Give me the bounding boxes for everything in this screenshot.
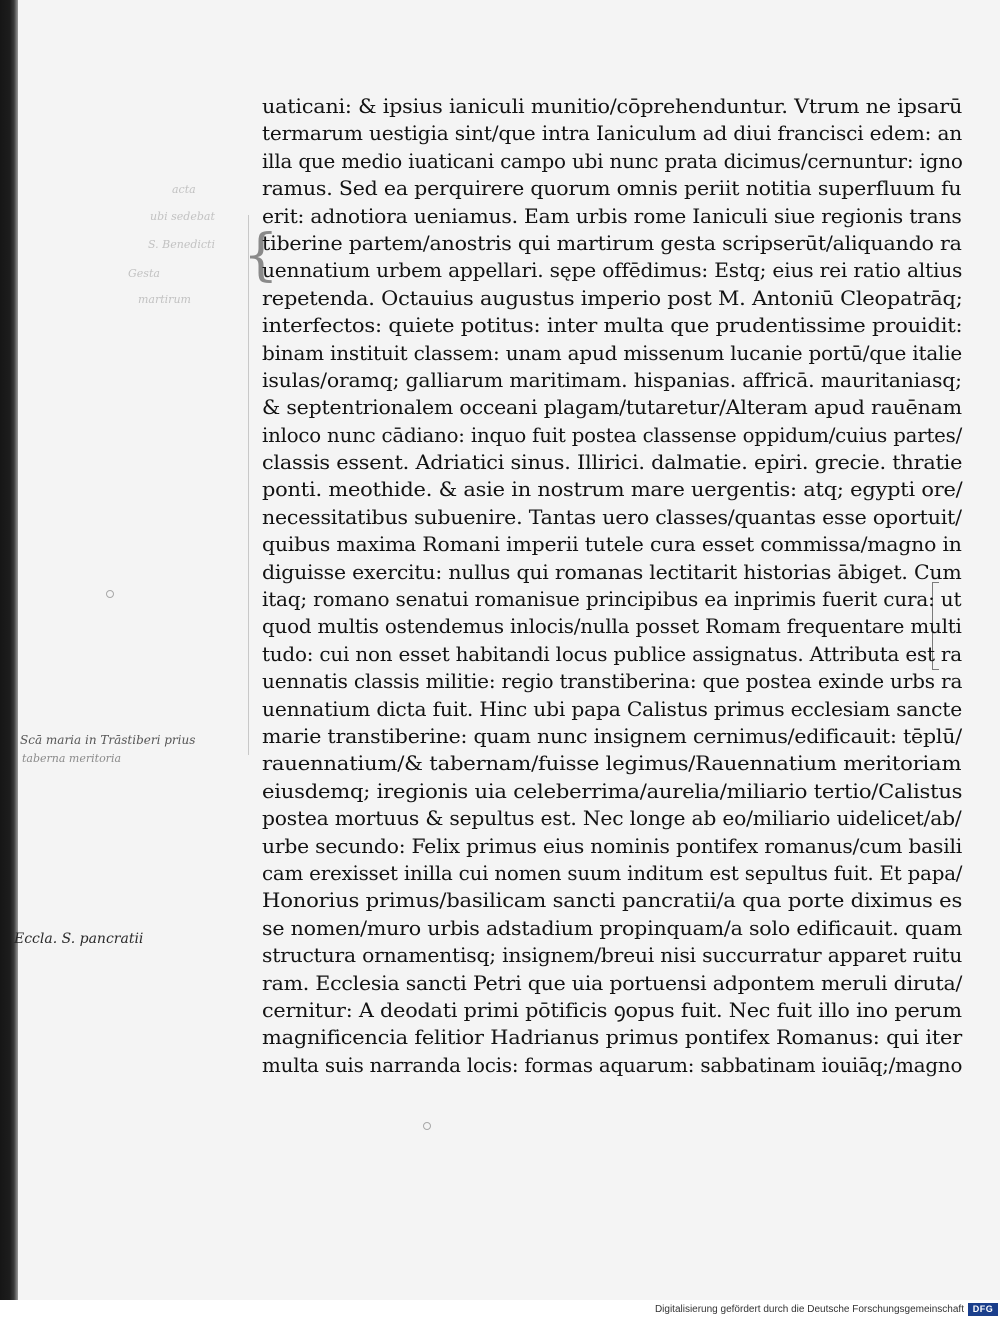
text-line: diguisse exercitu: nullus qui romanas lectitarit historias ābiget. Cum <box>262 559 962 584</box>
text-line: tudo: cui non esset habitandi locus publice assignatus. Attributa est ra <box>262 641 962 666</box>
text-line: classis essent. Adriatici sinus. Illirici. dalmatie. epiri. grecie. thratie <box>262 450 963 475</box>
text-line: interfectos: quiete potitus: inter multa que prudentissime prouidit: <box>262 313 963 338</box>
text-line: isulas/oramq; galliarum maritimam. hispanias. affricā. mauritaniasq; <box>262 367 962 392</box>
marginal-note-faint-4: Gesta <box>128 267 160 280</box>
text-line: uennatium urbem appellari. sępe offēdimus: Estq; eius rei ratio altius <box>262 258 963 283</box>
text-line: multa suis narranda locis: formas aquarum: sabbatinam iouiāq;/magno <box>262 1052 963 1077</box>
text-line: necessitatibus subuenire. Tantas uero classes/quantas esse oportuit/ <box>262 504 962 529</box>
text-line: quibus maxima Romani imperii tutele cura esset commissa/magno in <box>262 532 962 557</box>
text-line: itaq; romano senatui romanisue principibus ea inprimis fuerit cura: ut <box>262 587 962 612</box>
marginal-note-san-pancrazio: Eccla. S. pancratii <box>14 931 144 947</box>
text-line: illa que medio iuaticani campo ubi nunc prata dicimus/cernuntur: igno <box>262 148 963 173</box>
text-line: cernitur: A deodati primi pōtificis ꝯopus fuit. Nec fuit illo ino perum <box>262 997 962 1022</box>
gutter-fold-line <box>248 215 249 755</box>
text-line: tiberine partem/anostris qui martirum gesta scripserūt/aliquando ra <box>262 230 962 255</box>
text-line: uennatium dicta fuit. Hinc ubi papa Calistus primus ecclesiam sancte <box>262 696 962 721</box>
paper-speck <box>423 1122 431 1130</box>
text-line: uennatis classis militie: regio transtiberina: que postea exinde urbs ra <box>262 669 963 694</box>
paper-speck <box>106 590 114 598</box>
text-line: binam instituit classem: unam apud missenum lucanie portū/que italie <box>262 340 963 365</box>
incunable-text-block <box>262 93 962 1079</box>
text-line: repetenda. Octauius augustus imperio post M. Antoniū Cleopatrāq; <box>262 285 963 310</box>
marginal-note-taberna: taberna meritoria <box>22 752 122 765</box>
text-line: inloco nunc cādiano: inquo fuit postea classense oppidum/cuius partes/ <box>262 422 963 447</box>
text-line: rauennatium/& tabernam/fuisse legimus/Rauennatium meritoriam <box>262 751 962 776</box>
text-line: urbe secundo: Felix primus eius nominis pontifex romanus/cum basili <box>262 833 963 858</box>
text-line: termarum uestigia sint/que intra Ianiculum ad diui francisci edem: an <box>262 121 963 146</box>
marginal-note-santa-maria: Scā maria in Trāstiberi prius <box>20 733 196 747</box>
text-line: marie transtiberine: quam nunc insignem cernimus/edificauit: tēplū/ <box>262 723 962 748</box>
text-line: postea mortuus & sepultus est. Nec longe ab eo/miliario uidelicet/ab/ <box>262 806 962 831</box>
binding-edge <box>0 0 18 1300</box>
text-line: quod multis ostendemus inlocis/nulla posset Romam frequentare multi <box>262 614 962 639</box>
text-line: se nomen/muro urbis adstadium propinquam/a solo edificauit. quam <box>262 915 963 940</box>
text-line: ramus. Sed ea perquirere quorum omnis periit notitia superfluum fu <box>262 176 962 201</box>
text-line: magnificencia felitior Hadrianus primus pontifex Romanus: qui iter <box>262 1025 963 1050</box>
text-line: ram. Ecclesia sancti Petri que uia portuensi adpontem meruli diruta/ <box>262 970 963 995</box>
text-line: cam erexisset inilla cui nomen suum inditum est sepultus fuit. Et papa/ <box>262 860 963 885</box>
text-line: erit: adnotiora ueniamus. Eam urbis rome Ianiculi siue regionis trans <box>262 203 962 228</box>
text-line: structura ornamentisq; insignem/breui nisi succurratur apparet ruitu <box>262 943 963 968</box>
text-line: & septentrionalem occeani plagam/tutaretur/Alteram apud rauēnam <box>262 395 962 420</box>
text-line: Honorius primus/basilicam sancti pancratii/a qua porte diximus es <box>262 888 963 913</box>
text-line: uaticani: & ipsius ianiculi munitio/cōprehenduntur. Vtrum ne ipsarū <box>262 94 963 118</box>
marginal-note-faint-1: acta <box>172 183 196 196</box>
marginal-brace-left: { <box>243 223 279 288</box>
text-line: ponti. meothide. & asie in nostrum mare uergentis: atq; egypti ore/ <box>262 477 963 502</box>
marginal-note-faint-3: S. Benedicti <box>148 238 215 251</box>
marginal-note-faint-2: ubi sedebat <box>150 210 215 223</box>
digitization-credit: Digitalisierung gefördert durch die Deutsche Forschungsgemeinschaft <box>654 1304 964 1315</box>
dfg-logo: DFG <box>968 1303 998 1316</box>
footer-bar <box>0 1300 1000 1320</box>
text-line: eiusdemq; iregionis uia celeberrima/aurelia/miliario tertio/Calistus <box>262 778 963 803</box>
marginal-note-faint-5: martirum <box>138 293 191 306</box>
